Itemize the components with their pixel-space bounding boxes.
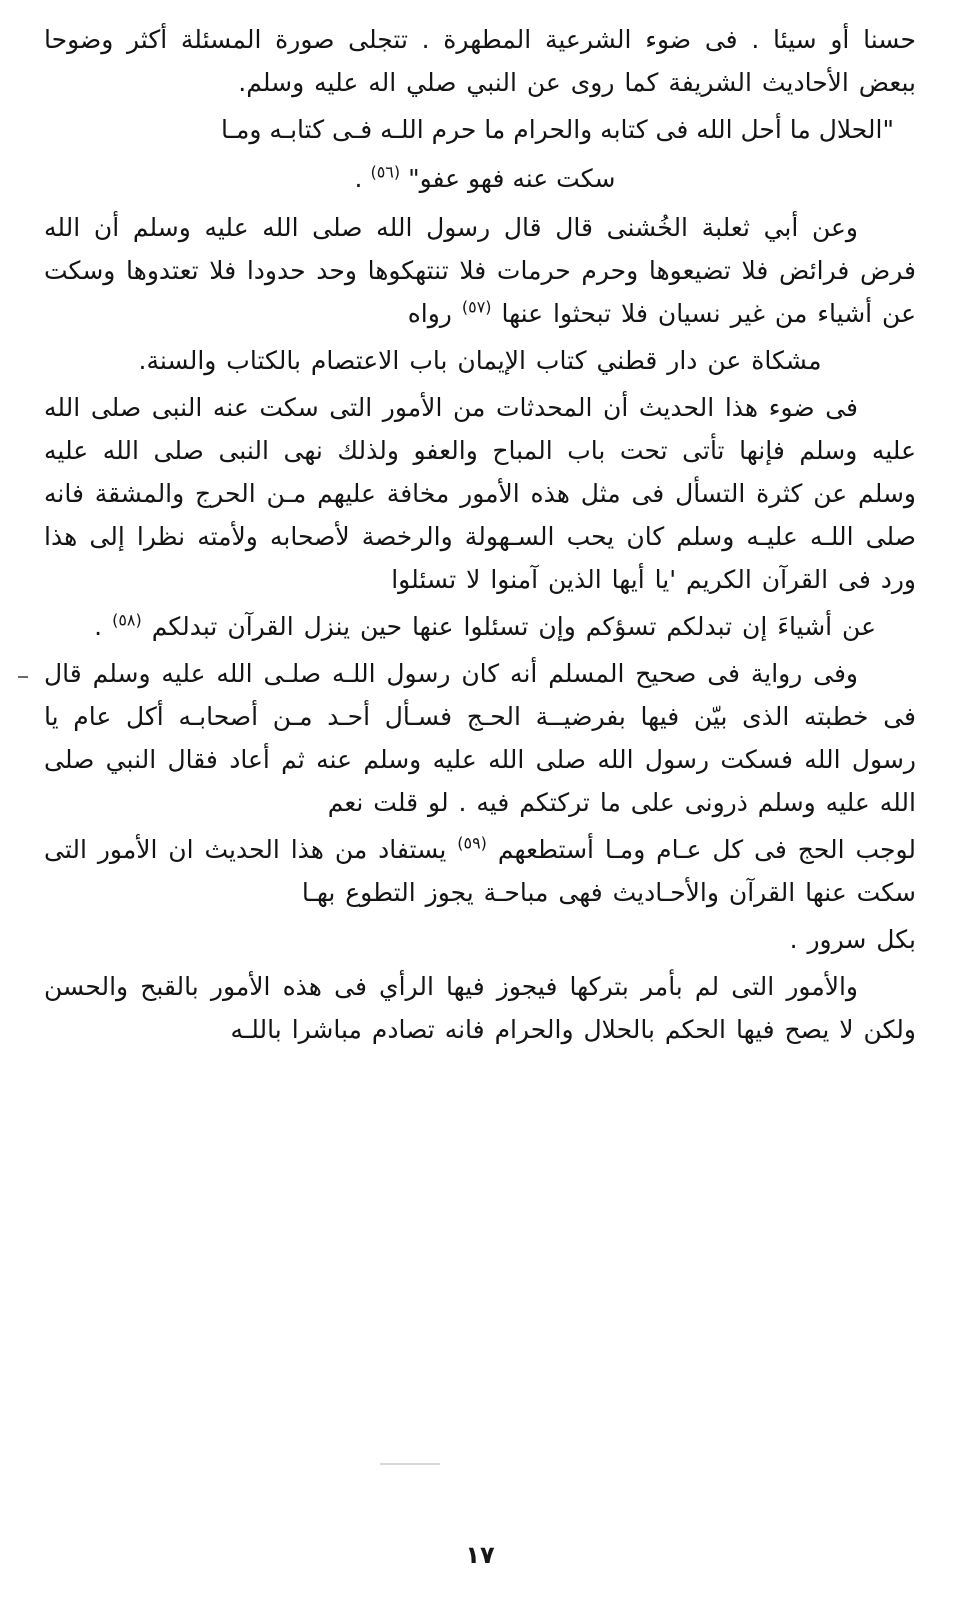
hadith-quote-line-2 — [44, 157, 916, 200]
page-number: ١٧ — [465, 1541, 495, 1569]
page-edge-mark — [18, 676, 28, 678]
paragraph-5: وفى رواية فى صحيح المسلم أنه كان رسول اللـه صلـى الله عليه وسلم قال فى خطبته الذى بيّن فيها بفرضيــة الحـج فسـأل أحـد مـن أصحابـه أكل عام يا رسول الله فسكت رسول الله صلى الله عليه وسلم عنه ثم أعاد فقال النبي صلى الله عليه وسلم ذرونى على ما تركتكم فيه . لو قلت نعم — [44, 659, 916, 817]
paragraph-2-suffix: رواه — [407, 299, 452, 328]
paragraph-4: فى ضوء هذا الحديث أن المحدثات من الأمور التى سكت عنه النبى صلى الله عليه وسلم فإنها تأتى تحت باب المباح والعفو ولذلك نهى النبى صلى الله عليه وسلم عن كثرة التسأل فى مثل هذه الأمور مخافة عليهم مـن الحرج والمشقة فانه صلى اللـه عليـه وسلم كان يحب السـهولة والرخصة لأصحابه ولأمته نظرا إلى هذا ورد فى القرآن الكريم 'يا أيها الذين آمنوا لا تسئلوا — [44, 393, 916, 594]
quote-suffix: . — [354, 164, 363, 193]
paragraph-6-suffix: يستفاد من هذا الحديث ان الأمور التى سكت عنها القرآن والأحـاديث فهى مباحـة يجوز التطوع بهـا — [44, 835, 916, 907]
document-body — [44, 18, 916, 1051]
paragraph-3-source: مشكاة عن دار قطني كتاب الإيمان باب الاعتصام بالكتاب والسنة. — [138, 346, 822, 375]
hadith-quote-line-1: "الحلال ما أحل الله فى كتابه والحرام ما حرم اللـه فـى كتابـه ومـا — [221, 115, 894, 144]
footnote-ref-57: (٥٧) — [461, 297, 492, 317]
page-smudge — [380, 1463, 440, 1465]
quran-verse-line — [44, 605, 916, 648]
footnote-ref-58: (٥٨) — [112, 610, 142, 630]
paragraph-2-text: وعن أبي ثعلبة الخُشنى قال قال رسول الله صلى الله عليه وسلم أن الله فرض فرائض فلا تضيعوها وحرم حرمات فلا تنتهكوها وحد حدودا فلا تعتدوها وسكت عن أشياء من غير نسيان فلا تبحثوا عنها — [44, 213, 916, 328]
paragraph-8: والأمور التى لم بأمر بتركها فيجوز فيها الرأي فى هذه الأمور بالقبح والحسن ولكن لا يصح فيها الحكم بالحلال والحرام فانه تصادم مباشرا باللـه — [44, 972, 916, 1044]
footnote-ref-56: (٥٦) — [370, 162, 401, 182]
paragraph-1: حسنا أو سيئا . فى ضوء الشرعية المطهرة . تتجلى صورة المسئلة أكثر وضوحا ببعض الأحاديث الشريفة كما روى عن النبي صلي اله عليه وسلم. — [44, 25, 916, 97]
paragraph-7: بكل سرور . — [789, 925, 916, 954]
verse-suffix: . — [94, 612, 103, 641]
footnote-ref-59: (٥٩) — [457, 833, 487, 853]
verse-text: عن أشياءَ إن تبدلكم تسؤكم وإن تسئلوا عنها حين ينزل القرآن تبدلكم — [151, 612, 876, 641]
quote-text: سكت عنه فهو عفو" — [408, 164, 616, 193]
paragraph-2 — [44, 206, 916, 335]
paragraph-6-text: لوجب الحج فى كل عـام ومـا أستطعهم — [497, 835, 917, 864]
paragraph-6 — [44, 828, 916, 914]
